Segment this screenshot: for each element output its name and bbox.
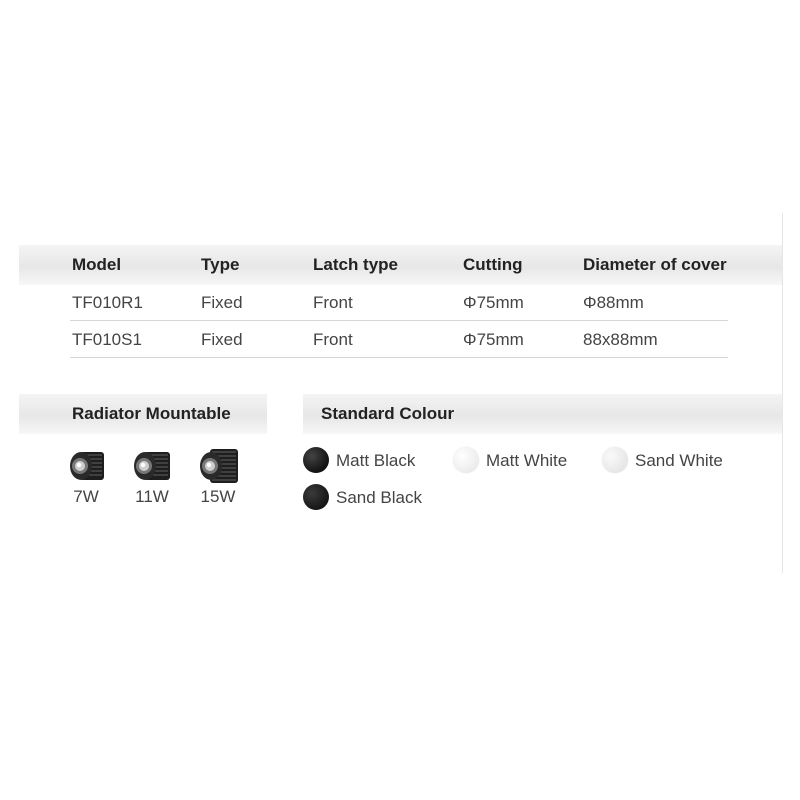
row-divider xyxy=(70,320,728,321)
cell-cutting: Φ75mm xyxy=(463,330,524,349)
colour-label: Sand Black xyxy=(336,488,422,507)
cell-model: TF010R1 xyxy=(72,293,143,312)
cell-type: Fixed xyxy=(201,293,243,312)
sand-white-swatch xyxy=(602,447,628,473)
colour-label: Matt Black xyxy=(336,451,416,470)
colour-label: Matt White xyxy=(486,451,568,470)
module-watt-label: 11W xyxy=(135,487,169,506)
cell-latch-type: Front xyxy=(313,293,353,312)
cell-latch-type: Front xyxy=(313,330,353,349)
col-header-type: Type xyxy=(201,255,240,274)
row-divider xyxy=(70,357,728,358)
cell-type: Fixed xyxy=(201,330,243,349)
col-header-latch-type: Latch type xyxy=(313,255,399,274)
module-watt-label: 15W xyxy=(200,487,236,506)
col-header-cutting: Cutting xyxy=(463,255,523,274)
cell-diameter: Φ88mm xyxy=(583,293,644,312)
led-module-icon xyxy=(196,446,240,486)
colour-title: Standard Colour xyxy=(321,404,455,423)
cell-cutting: Φ75mm xyxy=(463,293,524,312)
radiator-title: Radiator Mountable xyxy=(72,404,231,423)
module-watt-label: 7W xyxy=(73,487,99,506)
led-module-icon xyxy=(130,446,174,486)
colour-label: Sand White xyxy=(635,451,723,470)
col-header-diameter: Diameter of cover xyxy=(583,255,727,274)
col-header-model: Model xyxy=(72,255,122,274)
cell-diameter: 88x88mm xyxy=(583,330,658,349)
matt-black-swatch xyxy=(303,447,329,473)
cell-model: TF010S1 xyxy=(72,330,142,349)
matt-white-swatch xyxy=(453,447,479,473)
sand-black-swatch xyxy=(303,484,329,510)
led-module-icon xyxy=(66,446,110,486)
